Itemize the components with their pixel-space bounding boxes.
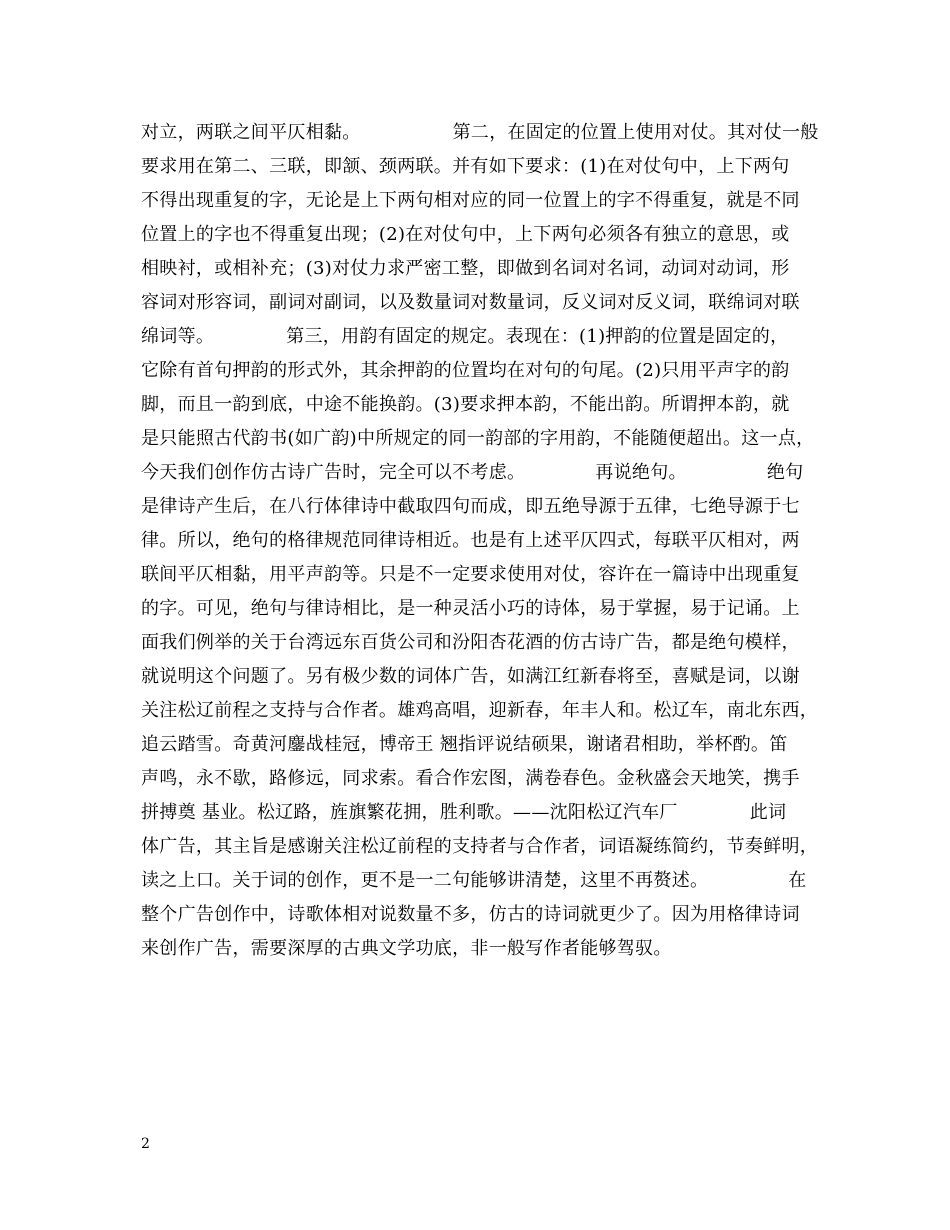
text-segment: 第三，用韵有固定的规定。表现在：(1)押韵的位置是固定的， bbox=[286, 326, 789, 347]
text-segment: 再说绝句。 bbox=[595, 462, 687, 483]
text-segment: 脚，而且一韵到底，中途不能换韵。(3)要求押本韵，不能出韵。所谓押本韵，就 bbox=[141, 394, 790, 415]
text-line bbox=[141, 728, 831, 762]
text-line bbox=[141, 830, 831, 864]
text-segment: 律。所以，绝句的格律规范同律诗相近。也是有上述平仄四式，每联平仄相对，两 bbox=[141, 530, 800, 551]
text-line bbox=[141, 932, 831, 966]
text-line bbox=[141, 864, 831, 898]
text-segment: 就说明这个问题了。另有极少数的词体广告，如满江红新春将至，喜赋是词，以谢 bbox=[141, 666, 800, 687]
text-segment: 面我们例举的关于台湾远东百货公司和汾阳杏花酒的仿古诗广告，都是绝句模样， bbox=[141, 632, 800, 653]
text-line bbox=[141, 626, 831, 660]
text-line bbox=[141, 762, 831, 796]
text-segment: 此词 bbox=[749, 802, 787, 823]
text-segment: 它除有首句押韵的形式外，其余押韵的位置均在对句的句尾。(2)只用平声字的韵 bbox=[141, 360, 790, 381]
text-segment: 不得出现重复的字，无论是上下两句相对应的同一位置上的字不得重复，就是不同 bbox=[141, 190, 800, 211]
text-line bbox=[141, 456, 831, 490]
text-segment: 拼搏奠 基业。松辽路，旌旗繁花拥，胜利歌。——沈阳松辽汽车厂 bbox=[141, 802, 678, 823]
text-segment: 对立，两联之间平仄相黏。 bbox=[141, 122, 361, 143]
text-line bbox=[141, 592, 831, 626]
text-line bbox=[141, 320, 831, 354]
text-line bbox=[141, 116, 831, 150]
text-segment: 要求用在第二、三联，即颔、颈两联。并有如下要求：(1)在对仗句中，上下两句 bbox=[141, 156, 790, 177]
text-segment: 追云踏雪。奇黄河鏖战桂冠，博帝王 翘指评说结硕果，谢诸君相助，举杯酌。笛 bbox=[141, 734, 788, 755]
text-segment: 今天我们创作仿古诗广告时，完全可以不考虑。 bbox=[141, 462, 526, 483]
text-line bbox=[141, 218, 831, 252]
text-line bbox=[141, 150, 831, 184]
body-text bbox=[141, 116, 831, 966]
text-segment: 的字。可见，绝句与律诗相比，是一种灵活小巧的诗体，易于掌握，易于记诵。上 bbox=[141, 598, 800, 619]
text-line bbox=[141, 660, 831, 694]
text-segment: 容词对形容词，副词对副词，以及数量词对数量词，反义词对反义词，联绵词对联 bbox=[141, 292, 800, 313]
text-segment: 绝句 bbox=[766, 462, 804, 483]
text-segment: 在 bbox=[788, 870, 807, 891]
text-segment: 声鸣，永不歇，路修远，同求索。看合作宏图，满卷春色。金秋盛会天地笑，携手 bbox=[141, 768, 800, 789]
text-segment: 关注松辽前程之支持与合作者。雄鸡高唱，迎新春，年丰人和。松辽车，南北东西， bbox=[141, 700, 819, 721]
text-line bbox=[141, 796, 831, 830]
text-line bbox=[141, 286, 831, 320]
text-segment: 体广告，其主旨是感谢关注松辽前程的支持者与合作者，词语凝练简约，节奏鲜明， bbox=[141, 836, 819, 857]
text-segment: 相映衬，或相补充；(3)对仗力求严密工整，即做到名词对名词，动词对动词，形 bbox=[141, 258, 790, 279]
text-line bbox=[141, 422, 831, 456]
text-line bbox=[141, 558, 831, 592]
text-line bbox=[141, 694, 831, 728]
text-segment: 是律诗产生后，在八行体律诗中截取四句而成，即五绝导源于五律，七绝导源于七 bbox=[141, 496, 800, 517]
text-segment: 是只能照古代韵书(如广韵)中所规定的同一韵部的字用韵，不能随便超出。这一点， bbox=[141, 428, 815, 449]
page-number: 2 bbox=[141, 1136, 150, 1152]
text-line bbox=[141, 184, 831, 218]
text-segment: 位置上的字也不得重复出现；(2)在对仗句中，上下两句必须各有独立的意思，或 bbox=[141, 224, 790, 245]
text-segment: 读之上口。关于词的创作，更不是一二句能够讲清楚，这里不再赘述。 bbox=[141, 870, 709, 891]
text-segment: 整个广告创作中，诗歌体相对说数量不多，仿古的诗词就更少了。因为用格律诗词 bbox=[141, 904, 800, 925]
text-segment: 来创作广告，需要深厚的古典文学功底，非一般写作者能够驾驭。 bbox=[141, 938, 672, 959]
text-line bbox=[141, 354, 831, 388]
text-line bbox=[141, 388, 831, 422]
text-line bbox=[141, 490, 831, 524]
text-segment: 第二，在固定的位置上使用对仗。其对仗一般 bbox=[452, 122, 819, 143]
text-line bbox=[141, 524, 831, 558]
text-segment: 联间平仄相黏，用平声韵等。只是不一定要求使用对仗，容许在一篇诗中出现重复 bbox=[141, 564, 800, 585]
text-line bbox=[141, 252, 831, 286]
text-line bbox=[141, 898, 831, 932]
text-segment: 绵词等。 bbox=[141, 326, 215, 347]
